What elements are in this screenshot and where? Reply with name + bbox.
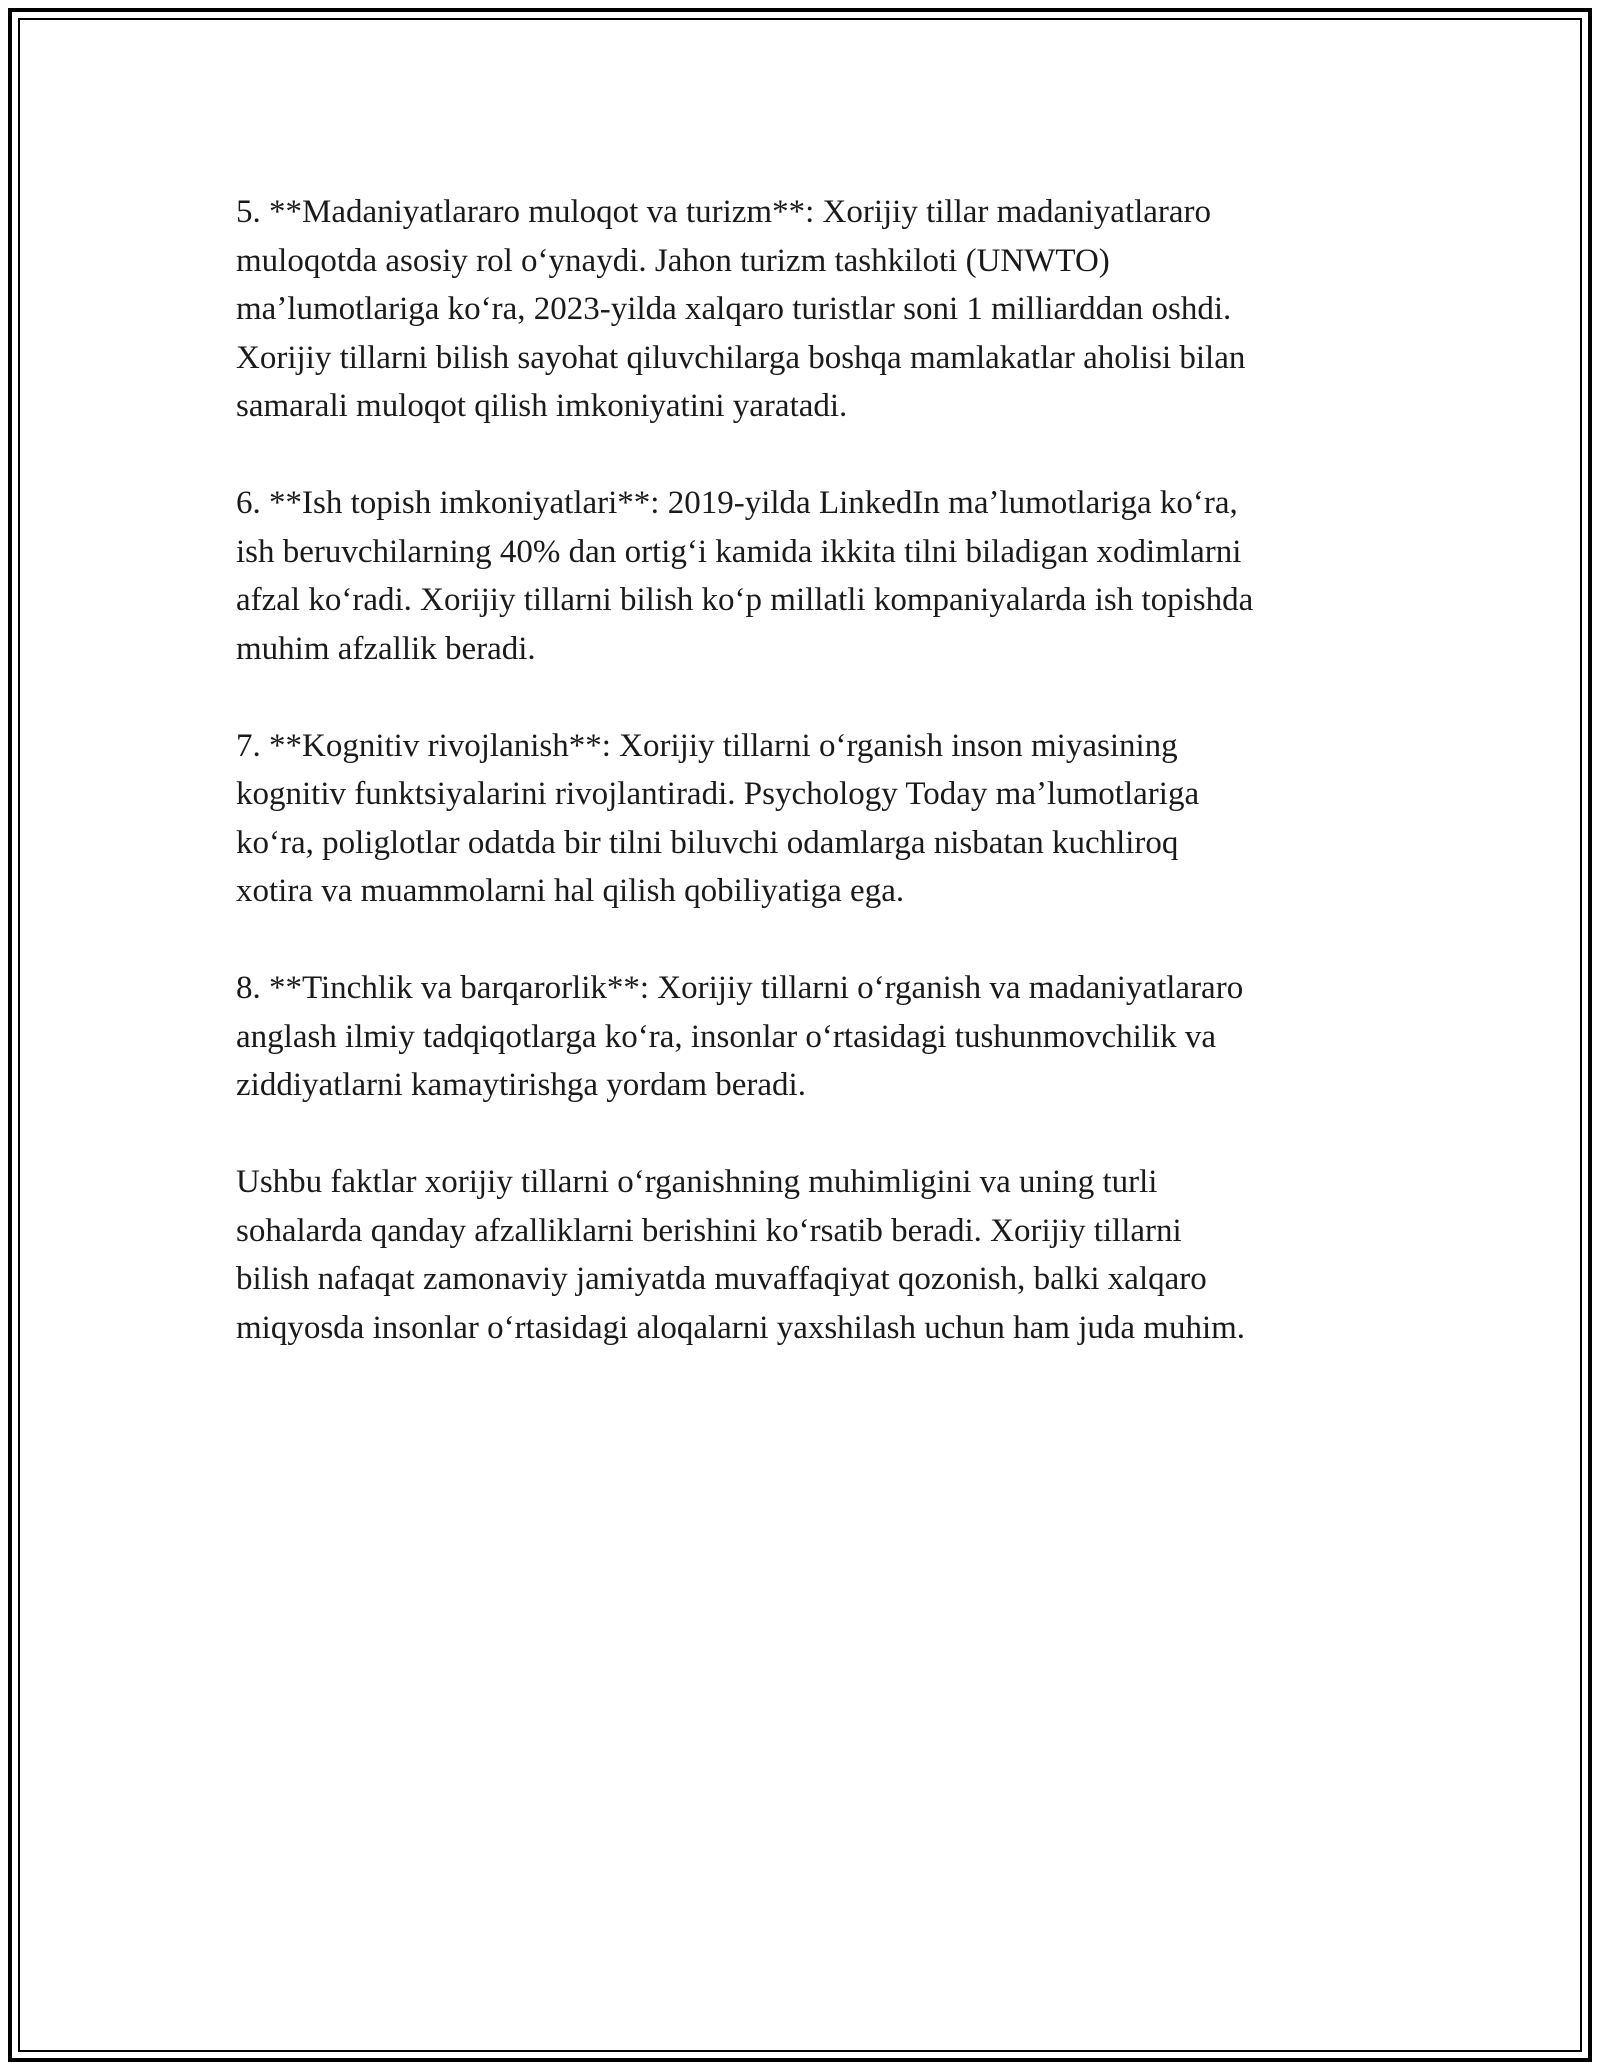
paragraph-employment: 6. **Ish topish imkoniyatlari**: 2019-yilda LinkedIn maʼlumotlariga koʻra, ish beruvchilarning 40% dan ortigʻi kamida ikkita tilni biladigan xodimlarni afzal koʻradi. Xorijiy tillarni bilish koʻp millatli kompaniyalarda ish topishda muhim afzallik beradi. xyxy=(236,485,1254,667)
paragraph-tourism: 5. **Madaniyatlararo muloqot va turizm**: Xorijiy tillar madaniyatlararo muloqotda asosiy rol oʻynaydi. Jahon turizm tashkiloti (UNWTO) maʼlumotlariga koʻra, 2023-yilda xalqaro turistlar soni 1 milliarddan oshdi. Xorijiy tillarni bilish sayohat qiluvchilarga boshqa mamlakatlar aholisi bilan samarali muloqot qilish imkoniyatini yaratadi. xyxy=(236,194,1246,424)
paragraph-conclusion: Ushbu faktlar xorijiy tillarni oʻrganishning muhimligini va uning turli sohalarda qanday afzalliklarni berishini koʻrsatib beradi. Xorijiy tillarni bilish nafaqat zamonaviy jamiyatda muvaffaqiyat qozonish, balki xalqaro miqyosda insonlar oʻrtasidagi aloqalarni yaxshilash uchun ham juda muhim. xyxy=(236,1164,1246,1346)
document-body xyxy=(236,188,1386,1401)
paragraph-peace: 8. **Tinchlik va barqarorlik**: Xorijiy tillarni oʻrganish va madaniyatlararo anglash ilmiy tadqiqotlarga koʻra, insonlar oʻrtasidagi tushunmovchilik va ziddiyatlarni kamaytirishga yordam beradi. xyxy=(236,970,1244,1103)
paragraph-cognitive: 7. **Kognitiv rivojlanish**: Xorijiy tillarni oʻrganish inson miyasining kognitiv funktsiyalarini rivojlantiradi. Psychology Today maʼlumotlariga koʻra, poliglotlar odatda bir tilni biluvchi odamlarga nisbatan kuchliroq xotira va muammolarni hal qilish qobiliyatiga ega. xyxy=(236,727,1200,909)
